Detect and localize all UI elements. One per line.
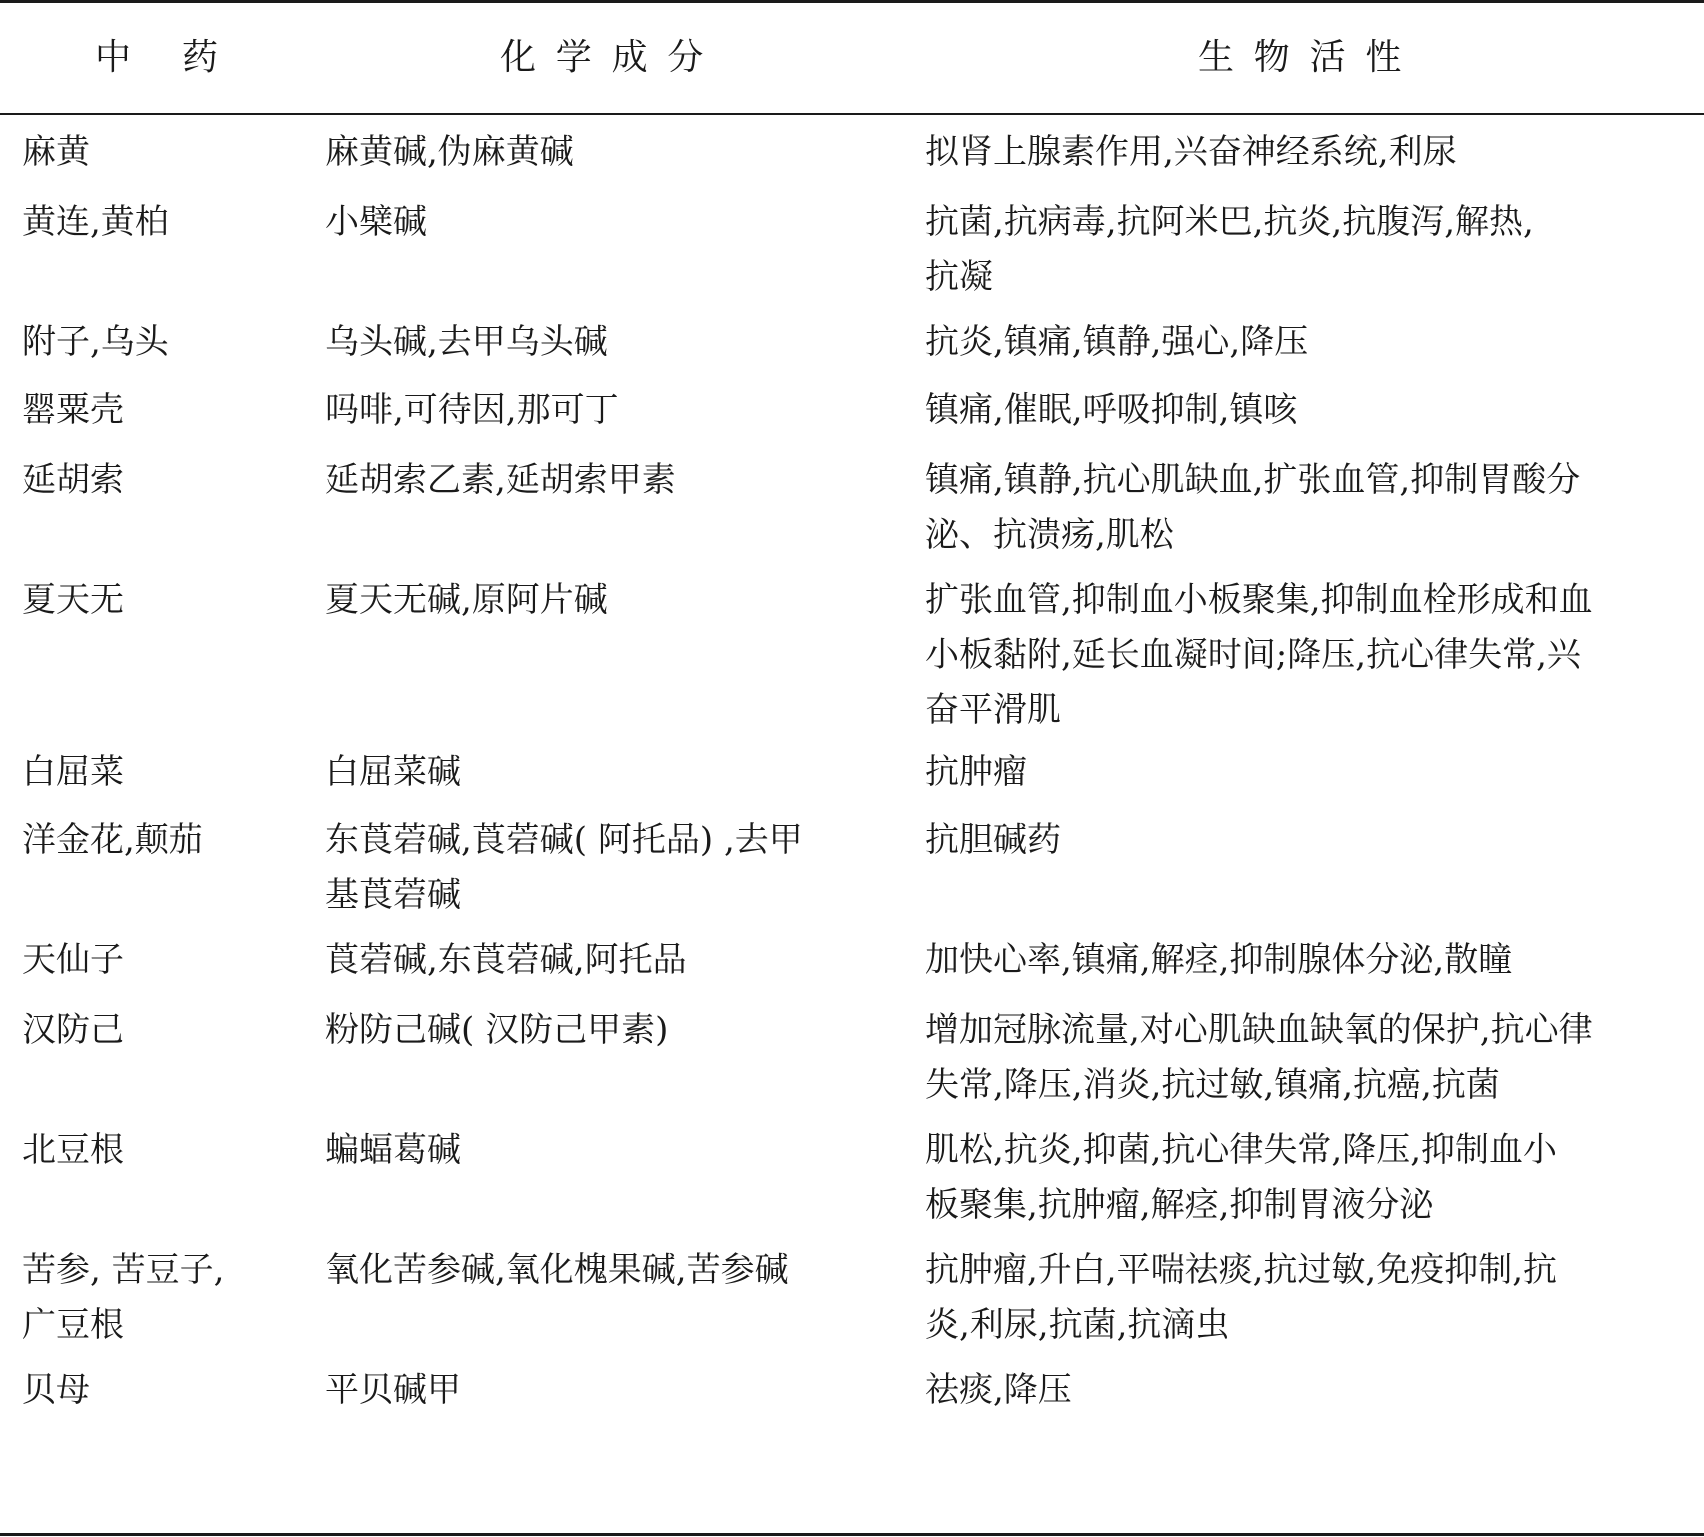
cell-activity-line: 加快心率,镇痛,解痉,抑制腺体分泌,散瞳	[925, 940, 1513, 980]
cell-activity-line: 抗凝	[925, 257, 993, 297]
cell-components-line: 延胡索乙素,延胡索甲素	[325, 460, 676, 500]
cell-activity	[925, 1363, 1690, 1418]
cell-components-line: 麻黄碱,伪麻黄碱	[325, 132, 574, 172]
cell-activity-line: 小板黏附,延长血凝时间;降压,抗心律失常,兴	[925, 635, 1581, 675]
cell-herb-line: 贝母	[22, 1370, 90, 1410]
cell-components-line: 粉防己碱( 汉防己甲素)	[325, 1010, 669, 1050]
cell-components-line: 小檗碱	[325, 202, 427, 242]
cell-herb-line: 夏天无	[22, 580, 124, 620]
cell-activity-line: 泌、抗溃疡,肌松	[925, 515, 1174, 555]
cell-activity	[925, 453, 1690, 563]
table-header	[0, 0, 1704, 113]
table-bottom-rule	[0, 1533, 1704, 1536]
cell-activity	[925, 745, 1690, 800]
cell-herb	[22, 383, 292, 438]
cell-components	[325, 315, 895, 370]
cell-activity	[925, 933, 1690, 988]
header-components: 化学成分	[500, 37, 724, 78]
cell-herb-line: 汉防己	[22, 1010, 124, 1050]
cell-components-line: 东莨菪碱,莨菪碱( 阿托品) ,去甲	[325, 820, 803, 860]
table-header-rule	[0, 113, 1704, 115]
cell-herb-line: 黄连,黄柏	[22, 202, 169, 242]
cell-components	[325, 453, 895, 508]
cell-herb	[22, 1243, 292, 1353]
cell-activity-line: 抗肿瘤	[925, 752, 1027, 792]
cell-activity-line: 扩张血管,抑制血小板聚集,抑制血栓形成和血	[925, 580, 1593, 620]
header-herb: 中 药	[95, 37, 238, 78]
cell-herb-line: 附子,乌头	[22, 322, 169, 362]
cell-activity-line: 抗肿瘤,升白,平喘祛痰,抗过敏,免疫抑制,抗	[925, 1250, 1558, 1290]
header-activity: 生物活性	[1198, 37, 1422, 78]
cell-components-line: 乌头碱,去甲乌头碱	[325, 322, 608, 362]
cell-components	[325, 1003, 895, 1058]
cell-components-line: 氧化苦参碱,氧化槐果碱,苦参碱	[325, 1250, 789, 1290]
cell-herb	[22, 453, 292, 508]
cell-components-line: 白屈菜碱	[325, 752, 461, 792]
cell-activity-line: 板聚集,抗肿瘤,解痉,抑制胃液分泌	[925, 1185, 1434, 1225]
cell-activity-line: 增加冠脉流量,对心肌缺血缺氧的保护,抗心律	[925, 1010, 1593, 1050]
cell-activity	[925, 195, 1690, 305]
cell-herb	[22, 813, 292, 868]
cell-herb-line: 罂粟壳	[22, 390, 124, 430]
cell-activity	[925, 813, 1690, 868]
cell-herb-line: 洋金花,颠茄	[22, 820, 203, 860]
cell-components	[325, 125, 895, 180]
cell-activity	[925, 383, 1690, 438]
cell-activity-line: 炎,利尿,抗菌,抗滴虫	[925, 1305, 1230, 1345]
cell-components	[325, 573, 895, 628]
cell-herb	[22, 745, 292, 800]
cell-components	[325, 813, 895, 923]
cell-herb	[22, 195, 292, 250]
cell-activity	[925, 315, 1690, 370]
cell-activity-line: 祛痰,降压	[925, 1370, 1072, 1410]
cell-components	[325, 1243, 895, 1298]
cell-components-line: 平贝碱甲	[325, 1370, 461, 1410]
cell-herb	[22, 573, 292, 628]
cell-components	[325, 1363, 895, 1418]
cell-herb-line: 延胡索	[22, 460, 124, 500]
cell-herb-line: 苦参, 苦豆子,	[22, 1250, 225, 1290]
cell-activity-line: 抗炎,镇痛,镇静,强心,降压	[925, 322, 1309, 362]
cell-activity	[925, 125, 1690, 180]
cell-activity	[925, 1123, 1690, 1233]
cell-herb	[22, 125, 292, 180]
cell-components	[325, 745, 895, 800]
cell-components-line: 吗啡,可待因,那可丁	[325, 390, 619, 430]
cell-herb-line: 北豆根	[22, 1130, 124, 1170]
cell-herb	[22, 1363, 292, 1418]
cell-activity-line: 肌松,抗炎,抑菌,抗心律失常,降压,抑制血小	[925, 1130, 1558, 1170]
cell-activity-line: 镇痛,镇静,抗心肌缺血,扩张血管,抑制胃酸分	[925, 460, 1581, 500]
cell-components	[325, 1123, 895, 1178]
cell-activity	[925, 1243, 1690, 1353]
cell-components	[325, 195, 895, 250]
cell-herb-line: 麻黄	[22, 132, 90, 172]
cell-components-line: 夏天无碱,原阿片碱	[325, 580, 608, 620]
cell-activity-line: 奋平滑肌	[925, 690, 1061, 730]
cell-herb-line: 广豆根	[22, 1305, 124, 1345]
cell-activity-line: 拟肾上腺素作用,兴奋神经系统,利尿	[925, 132, 1457, 172]
cell-herb-line: 白屈菜	[22, 752, 124, 792]
cell-herb	[22, 1123, 292, 1178]
cell-herb	[22, 933, 292, 988]
cell-components	[325, 933, 895, 988]
cell-herb	[22, 315, 292, 370]
cell-components-line: 蝙蝠葛碱	[325, 1130, 461, 1170]
cell-components	[325, 383, 895, 438]
cell-components-line: 基莨菪碱	[325, 875, 461, 915]
cell-activity-line: 镇痛,催眠,呼吸抑制,镇咳	[925, 390, 1298, 430]
cell-activity-line: 抗菌,抗病毒,抗阿米巴,抗炎,抗腹泻,解热,	[925, 202, 1534, 242]
cell-components-line: 莨菪碱,东莨菪碱,阿托品	[325, 940, 687, 980]
cell-activity	[925, 1003, 1690, 1113]
cell-herb	[22, 1003, 292, 1058]
cell-activity	[925, 573, 1690, 738]
cell-activity-line: 抗胆碱药	[925, 820, 1061, 860]
cell-activity-line: 失常,降压,消炎,抗过敏,镇痛,抗癌,抗菌	[925, 1065, 1500, 1105]
cell-herb-line: 天仙子	[22, 940, 124, 980]
